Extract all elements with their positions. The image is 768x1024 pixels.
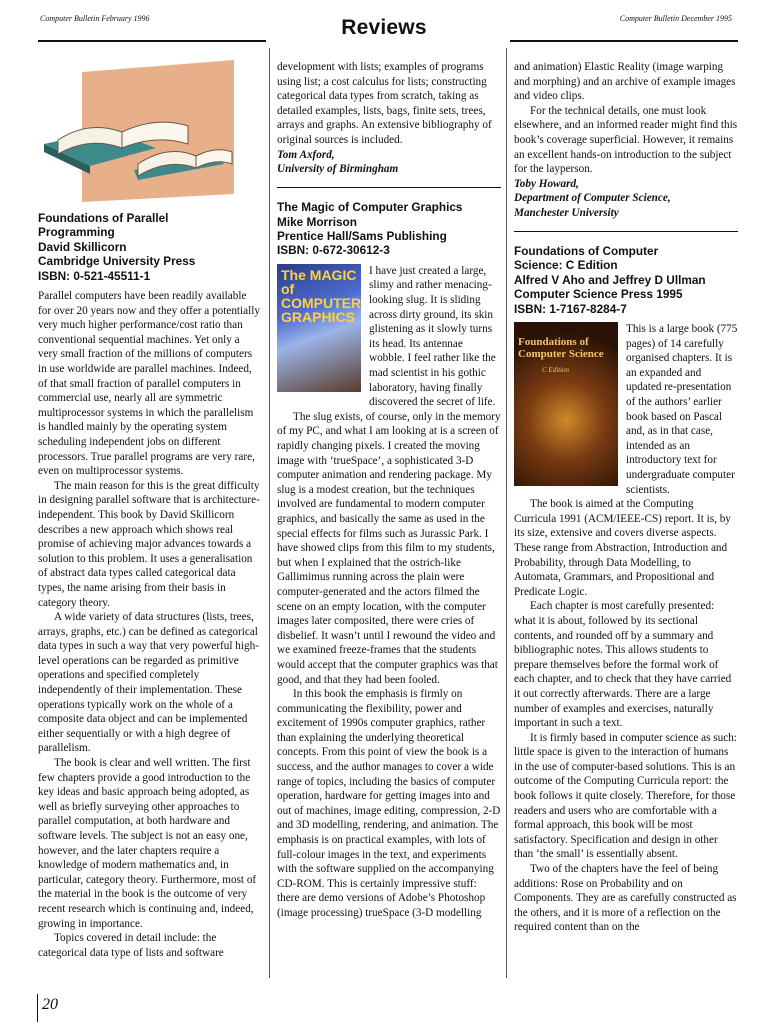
- book-author: Mike Morrison: [277, 214, 357, 229]
- paragraph: The book is clear and well written. The first few chapters provide a good introduction to the key ideas and basic approach being adopted, as well as briefly surveying other approaches to parallel computation, at both hardware and software levels. The subject is not an easy one, however, and the later chapters require a knowledge of modern mathematics and, in particular, category theory. Furthermore, most of the material in the book is the outcome of very recent research which is continuing and, indeed, growing in importance.: [38, 757, 257, 930]
- reviewer-signature: [514, 177, 738, 221]
- review-title: [38, 211, 262, 283]
- open-books-illustration: [38, 52, 238, 202]
- paragraph: and animation) Elastic Reality (image warping and morphing) and an archive of example images and video clips.: [514, 61, 736, 103]
- book-isbn: ISBN: 0-521-45511-1: [38, 268, 151, 283]
- book-title-line: Programming: [38, 225, 115, 240]
- reviewer-name: Tom Axford,: [277, 148, 335, 161]
- book-title-line: Science: C Edition: [514, 258, 618, 273]
- book-publisher: Computer Science Press 1995: [514, 287, 683, 302]
- review-title: [514, 244, 738, 316]
- reviewer-affiliation: Manchester University: [514, 206, 619, 219]
- reviewer-affiliation: University of Birmingham: [277, 163, 399, 176]
- paragraph: Topics covered in detail include: the categorical data type of lists and software: [38, 932, 224, 959]
- section-divider: [277, 187, 501, 189]
- column-1: [38, 52, 262, 960]
- column-3: [514, 60, 738, 935]
- book-isbn: ISBN: 0-672-30612-3: [277, 243, 390, 258]
- header-left: Computer Bulletin February 1996: [40, 14, 150, 23]
- reviewer-affiliation: Department of Computer Science,: [514, 192, 671, 205]
- review-body-continued: [277, 60, 501, 148]
- paragraph: It is firmly based in computer science as such: little space is given to the interaction of humans in the use of computer-based solutions. This is an outcome of the Computing Curricula report: the book follows it quite closely. Therefore, for those readers and users who are comfortable with a formal approach, this book will be most satisfactory. Specification and design in other than ‘the small’ is essentially absent.: [514, 731, 737, 861]
- cover-subtitle: C Edition: [542, 366, 570, 375]
- reviewer-signature: [277, 148, 501, 177]
- cover-title: The MAGIC of COMPUTER GRAPHICS: [281, 266, 362, 325]
- page-title: Reviews: [341, 16, 427, 39]
- header-rule-left: [38, 40, 266, 42]
- paragraph: This is a large book (775 pages) of 14 carefully organised chapters. It is an expanded and updated re-presentation of the authors’ earlier book based on Pascal and, as in that case, intended as an introductory text for undergraduate computer scientists.: [626, 323, 738, 496]
- review-body: [38, 289, 262, 960]
- column-divider: [269, 48, 270, 978]
- paragraph: development with lists; examples of programs using list; a cost calculus for lists; constructing categorical data types from scratch, taking as detailed examples, lists, bags, finite sets, trees, arrays and graphs. An extensive bibliography of original sources is included.: [277, 61, 492, 146]
- paragraph: Parallel computers have been readily available for over 20 years now and they offer a potentially very much higher performance/cost ratio than conventional sequential machines. Yet only a very small fraction of the millions of computers in use worldwide are parallel machines. Indeed, of that small fraction of parallel computers in commercial use, nearly all are symmetric multiprocessor systems in which the parallelism is handled mainly by the operating system scheduling independent jobs on different processors. True parallel programs are very rare, even on multiprocessor systems.: [38, 290, 260, 478]
- page-number: 20: [42, 996, 58, 1013]
- review-body-continued: [514, 60, 738, 177]
- book-author: David Skillicorn: [38, 239, 127, 254]
- book-cover-image: [277, 264, 361, 392]
- book-isbn: ISBN: 1-7167-8284-7: [514, 301, 627, 316]
- paragraph: In this book the emphasis is firmly on communicating the flexibility, power and excitement of 1990s computer graphics, rather than explaining the underlying theoretical concepts. From this point of view the book is a success, and the author manages to cover a wide range of topics, including the basics of computer operation, hardware for getting images into and out of machines, image editing, compression, 2-D and 3D modelling, rendering, and animation. The emphasis is on practical examples, with lots of full-colour images in the text, and experiments with the software supplied on the accompanying CD-ROM. This is certainly impressive stuff: there are demo versions of Adobe’s Photoshop (image processing) trueSpace (3-D modelling: [277, 688, 501, 919]
- column-2: [277, 60, 501, 921]
- paragraph: The book is aimed at the Computing Curricula 1991 (ACM/IEEE-CS) report. It is, by its size, extensive and covers diverse aspects. These range from Abstraction, Introduction and Probability, through Data Modelling, to Automata, Grammars, and Propositional and Predicate Logic.: [514, 498, 731, 598]
- cover-title: Foundations of Computer Science: [518, 336, 604, 361]
- paragraph: For the technical details, one must look elsewhere, and an informed reader might find this book’s coverage superficial. However, it remains an excellent hands-on introduction to the subject for the layperson.: [514, 104, 738, 176]
- paragraph: Each chapter is most carefully presented: what it is about, followed by its sectional contents, and rounded off by a summary and bibliographic notes. This allows students to prepare themselves before the formal work of each chapter, and to check that they have carried it out correctly afterwards. There are a large number of examples and exercises, naturally important in such a text.: [514, 600, 732, 730]
- column-divider: [506, 48, 507, 978]
- book-author: Alfred V Aho and Jeffrey D Ullman: [514, 272, 706, 287]
- header-rule-right: [510, 40, 738, 42]
- reviewer-name: Toby Howard,: [514, 177, 579, 190]
- header-right: Computer Bulletin December 1995: [619, 14, 732, 23]
- paragraph: Two of the chapters have the feel of being additions: Rose on Probability and on Components. They are as carefully constructed as the others, and it is more of a reflection on the required content than on the: [514, 863, 737, 934]
- review-title: [277, 200, 501, 258]
- book-cover-image: [514, 322, 618, 486]
- book-title-line: The Magic of Computer Graphics: [277, 200, 463, 215]
- book-publisher: Prentice Hall/Sams Publishing: [277, 229, 447, 244]
- section-divider: [514, 231, 738, 233]
- paragraph: The main reason for this is the great difficulty in designing parallel software that is architecture-independent. This book by David Skillicorn describes a new approach which shows real promise of achieving major advances towards a solution to this problem. It uses a generalisation of abstract data types called categorical data types, the name arising from their basis in category theory.: [38, 479, 260, 609]
- paragraph: The slug exists, of course, only in the memory of my PC, and what I am looking at is a screen of rapidly changing pixels. I created the moving image with ‘trueSpace’, a sophisticated 3-D computer animation and rendering package. My slug is a modest creation, but the techniques involved are fundamental to modern computer graphics, and basically the same as used in the special effects for films such as Jurassic Park. I have showed clips from this film to my students, but when I explained that the ostrich-like Gallimimus running across the plain were computer-generated and the actors filmed the scene on an empty location, with the computer images later composited, there were cries of disbelief. It wasn’t until I rewound the video and we examined freeze-frames that the students would accept that the computer graphics was that good, and that they had been fooled.: [277, 410, 501, 686]
- paragraph: I have just created a large, slimy and rather menacing-looking slug. It is sliding across dirty ground, its skin glistening as it slowly turns its head. Its antennae wobble. I feel rather like the mad scientist in his gothic laboratory, having finally discovered the secret of life.: [369, 264, 496, 409]
- book-publisher: Cambridge University Press: [38, 254, 196, 269]
- book-title-line: Foundations of Computer: [514, 244, 659, 259]
- paragraph: A wide variety of data structures (lists, trees, arrays, graphs, etc.) can be defined as categorical data types in such a way that very powerful high-level operations can be regarded as primitive operations and specified completely independently of their implementation. These operations typically work on the whole of a composite data object and can be implemented either sequentially or with a high degree of parallelism.: [38, 611, 259, 755]
- book-title-line: Foundations of Parallel: [38, 211, 169, 225]
- page-number-bar: [37, 994, 38, 1022]
